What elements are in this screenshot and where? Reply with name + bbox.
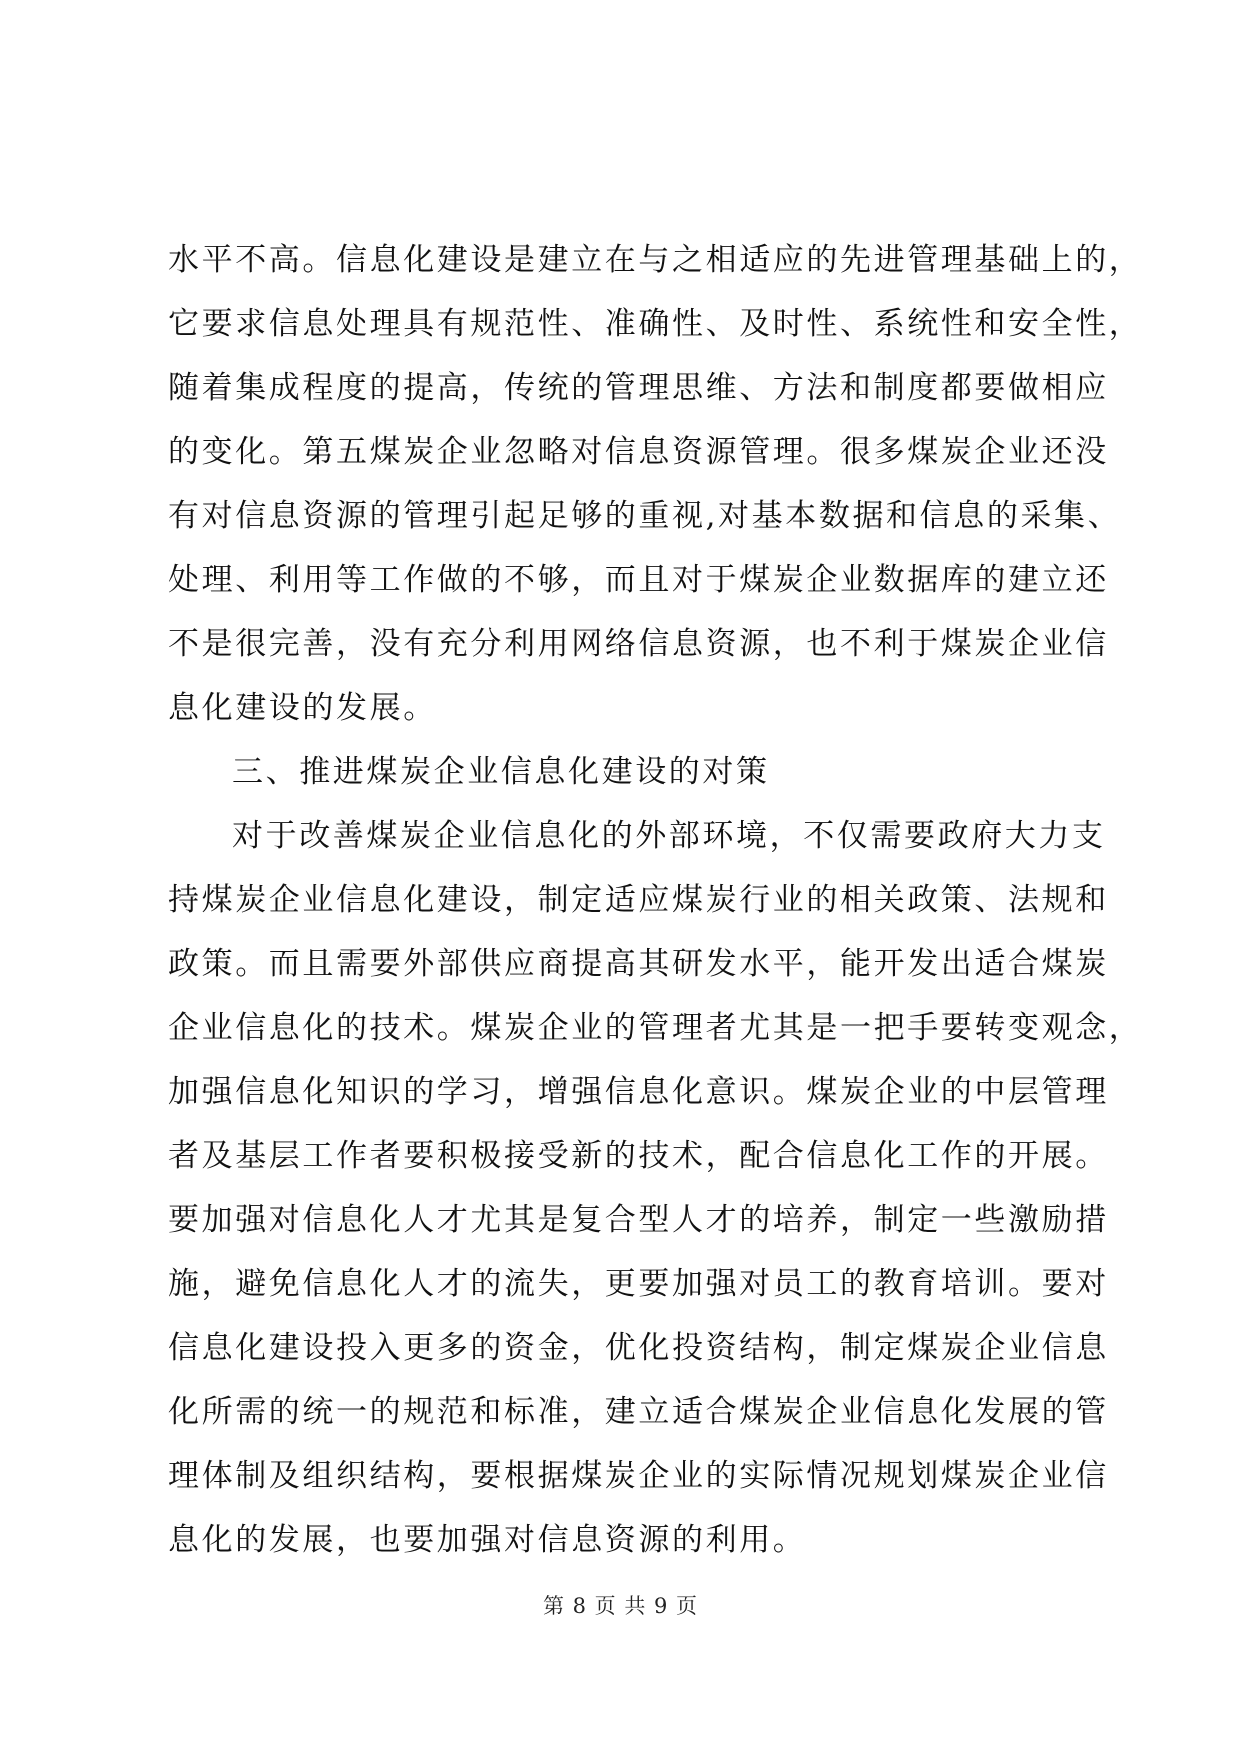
section-heading: 三、推进煤炭企业信息化建设的对策 — [232, 754, 770, 790]
text-line: 要加强对信息化人才尤其是复合型人才的培养，制定一些激励措 — [168, 1202, 1109, 1238]
text-line: 持煤炭企业信息化建设，制定适应煤炭行业的相关政策、法规和 — [168, 882, 1109, 918]
paragraph-start: 对于改善煤炭企业信息化的外部环境，不仅需要政府大力支 — [232, 818, 1106, 854]
text-line: 有对信息资源的管理引起足够的重视,对基本数据和信息的采集、 — [168, 498, 1122, 534]
text-line: 加强信息化知识的学习，增强信息化意识。煤炭企业的中层管理 — [168, 1074, 1109, 1110]
text-line: 者及基层工作者要积极接受新的技术，配合信息化工作的开展。 — [168, 1138, 1109, 1174]
text-line: 处理、利用等工作做的不够，而且对于煤炭企业数据库的建立还 — [168, 562, 1109, 598]
text-line: 理体制及组织结构，要根据煤炭企业的实际情况规划煤炭企业信 — [168, 1458, 1109, 1494]
page-number-footer: 第 8 页 共 9 页 — [542, 1594, 699, 1618]
text-line: 化所需的统一的规范和标准，建立适合煤炭企业信息化发展的管 — [168, 1394, 1109, 1430]
text-line: 息化的发展，也要加强对信息资源的利用。 — [168, 1522, 807, 1558]
text-line: 信息化建设投入更多的资金，优化投资结构，制定煤炭企业信息 — [168, 1330, 1109, 1366]
text-line: 施，避免信息化人才的流失，更要加强对员工的教育培训。要对 — [168, 1266, 1109, 1302]
body-text — [168, 228, 1143, 1572]
text-line: 随着集成程度的提高，传统的管理思维、方法和制度都要做相应 — [168, 370, 1109, 406]
text-line: 的变化。第五煤炭企业忽略对信息资源管理。很多煤炭企业还没 — [168, 434, 1109, 470]
text-line: 它要求信息处理具有规范性、准确性、及时性、系统性和安全性， — [168, 306, 1143, 342]
text-line: 企业信息化的技术。煤炭企业的管理者尤其是一把手要转变观念， — [168, 1010, 1143, 1046]
text-line: 不是很完善，没有充分利用网络信息资源，也不利于煤炭企业信 — [168, 626, 1109, 662]
text-line: 息化建设的发展。 — [168, 690, 437, 726]
text-line: 政策。而且需要外部供应商提高其研发水平，能开发出适合煤炭 — [168, 946, 1109, 982]
text-line: 水平不高。信息化建设是建立在与之相适应的先进管理基础上的， — [168, 242, 1143, 278]
